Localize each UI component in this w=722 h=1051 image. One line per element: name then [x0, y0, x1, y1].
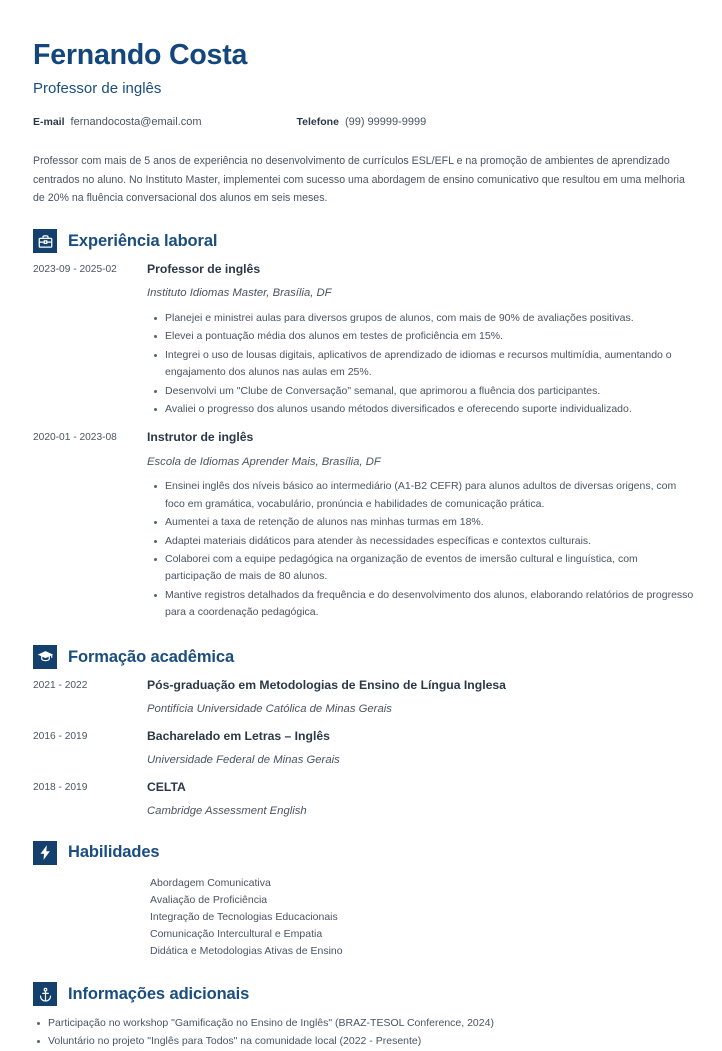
section-additional-information [30, 982, 696, 1051]
experience-entry [30, 262, 696, 419]
experience-bullet-list [147, 478, 696, 621]
experience-role: Professor de inglês [147, 262, 261, 276]
experience-dates: 2023-09 - 2025-02 [33, 264, 117, 275]
candidate-job-title: Professor de inglês [33, 80, 162, 98]
skill-item: Didática e Metodologias Ativas de Ensino [150, 944, 343, 957]
section-additional-header [33, 982, 696, 1006]
education-degree: CELTA [147, 779, 186, 794]
contact-row [33, 116, 696, 128]
experience-bullet: Aumentei a taxa de retenção de alunos nas minhas turmas em 18%. [165, 514, 696, 531]
skill-item: Abordagem Comunicativa [150, 876, 271, 889]
additional-info-item: Participação no workshop "Gamificação no Ensino de Inglês" (BRAZ-TESOL Conference, 2024) [48, 1014, 696, 1032]
additional-info-list [30, 1014, 696, 1051]
section-skills [30, 841, 696, 961]
section-experience [30, 229, 696, 623]
experience-content [147, 262, 696, 419]
education-content [147, 780, 696, 819]
section-education-body [30, 678, 696, 819]
experience-dates: 2020-01 - 2023-08 [33, 432, 117, 444]
experience-bullet: Desenvolvi um "Clube de Conversação" semanal, que aprimorou a fluência dos participantes. [165, 383, 696, 400]
education-school: Universidade Federal de Minas Gerais [147, 753, 340, 766]
education-content [147, 678, 696, 717]
experience-bullet-list [147, 310, 696, 419]
experience-bullet: Colaborei com a equipe pedagógica na organização de eventos de imersão cultural e linguística, com participação de mais de 80 alunos. [165, 551, 696, 586]
skill-item: Comunicação Intercultural e Empatia [150, 927, 323, 940]
resume-header [30, 40, 696, 128]
section-experience-title: Experiência laboral [68, 231, 218, 250]
experience-organization: Escola de Idiomas Aprender Mais, Brasília, DF [147, 455, 381, 468]
section-experience-header [33, 229, 696, 253]
contact-phone [297, 116, 427, 128]
section-education-header [33, 645, 696, 669]
education-entry [30, 729, 696, 768]
section-skills-title: Habilidades [68, 843, 160, 862]
skill-item: Avaliação de Proficiência [150, 893, 268, 906]
skills-list [30, 875, 696, 961]
anchor-icon [33, 982, 57, 1006]
section-experience-body [30, 262, 696, 623]
experience-bullet: Elevei a pontuação média dos alunos em testes de proficiência em 15%. [165, 328, 696, 345]
experience-bullet: Adaptei materiais didáticos para atender às necessidades específicas e contextos culturais. [165, 533, 696, 550]
contact-phone-value[interactable]: (99) 99999-9999 [344, 116, 427, 129]
education-degree: Pós-graduação em Metodologias de Ensino de Língua Inglesa [147, 677, 506, 692]
section-skills-header [33, 841, 696, 865]
briefcase-icon [33, 229, 57, 253]
experience-role: Instrutor de inglês [147, 430, 254, 445]
education-school: Pontifícia Universidade Católica de Minas Gerais [147, 703, 392, 715]
contact-email [33, 116, 202, 128]
skill-item: Integração de Tecnologias Educacionais [150, 910, 338, 923]
contact-phone-label: Telefone [296, 116, 339, 129]
education-content [147, 729, 696, 768]
education-school: Cambridge Assessment English [147, 804, 307, 817]
experience-bullet: Ensinei inglês dos níveis básico ao intermediário (A1-B2 CEFR) para alunos adultos de diversas origens, com foco em gramática, vocabulário, pronúncia e habilidades de comunicação prática. [165, 478, 696, 513]
education-dates: 2016 - 2019 [33, 730, 88, 742]
experience-bullet: Avaliei o progresso dos alunos usando métodos diversificados e oferecendo suporte individualizado. [165, 401, 696, 418]
education-degree: Bacharelado em Letras – Inglês [147, 728, 330, 743]
education-entry [30, 678, 696, 717]
education-dates: 2021 - 2022 [33, 679, 88, 691]
experience-content [147, 430, 696, 622]
education-entry [30, 780, 696, 819]
section-additional-title: Informações adicionais [68, 984, 250, 1003]
experience-organization: Instituto Idiomas Master, Brasília, DF [147, 287, 332, 300]
experience-bullet: Planejei e ministrei aulas para diversos grupos de alunos, com mais de 90% de avaliações positivas. [165, 310, 696, 327]
contact-email-value[interactable]: fernandocosta@email.com [70, 116, 202, 129]
candidate-name: Fernando Costa [33, 39, 248, 71]
section-education-title: Formação acadêmica [68, 647, 235, 666]
lightning-bolt-icon [33, 841, 57, 865]
graduation-cap-icon [33, 645, 57, 669]
experience-bullet: Mantive registros detalhados da frequência e do desenvolvimento dos alunos, elaborando relatórios de progresso para a coordenação pedagógica. [165, 587, 696, 622]
experience-bullet: Integrei o uso de lousas digitais, aplicativos de aprendizado de idiomas e recursos multimídia, aumentando o engajamento dos alunos nas aulas em 25%. [165, 347, 696, 382]
professional-summary: Professor com mais de 5 anos de experiência no desenvolvimento de currículos ESL/EFL e na promoção de ambientes de aprendizado centrados no aluno. No Instituto Master, implementei com sucesso uma abordagem de ensino comunicativo que resultou em uma melhoria de 20% na fluência conversacional dos alunos em seis meses. [33, 155, 685, 204]
experience-entry [30, 430, 696, 622]
contact-email-label: E-mail [33, 116, 65, 129]
education-dates: 2018 - 2019 [33, 781, 88, 793]
section-education [30, 645, 696, 819]
additional-info-item: Voluntário no projeto "Inglês para Todos" na comunidade local (2022 - Presente) [48, 1032, 696, 1050]
